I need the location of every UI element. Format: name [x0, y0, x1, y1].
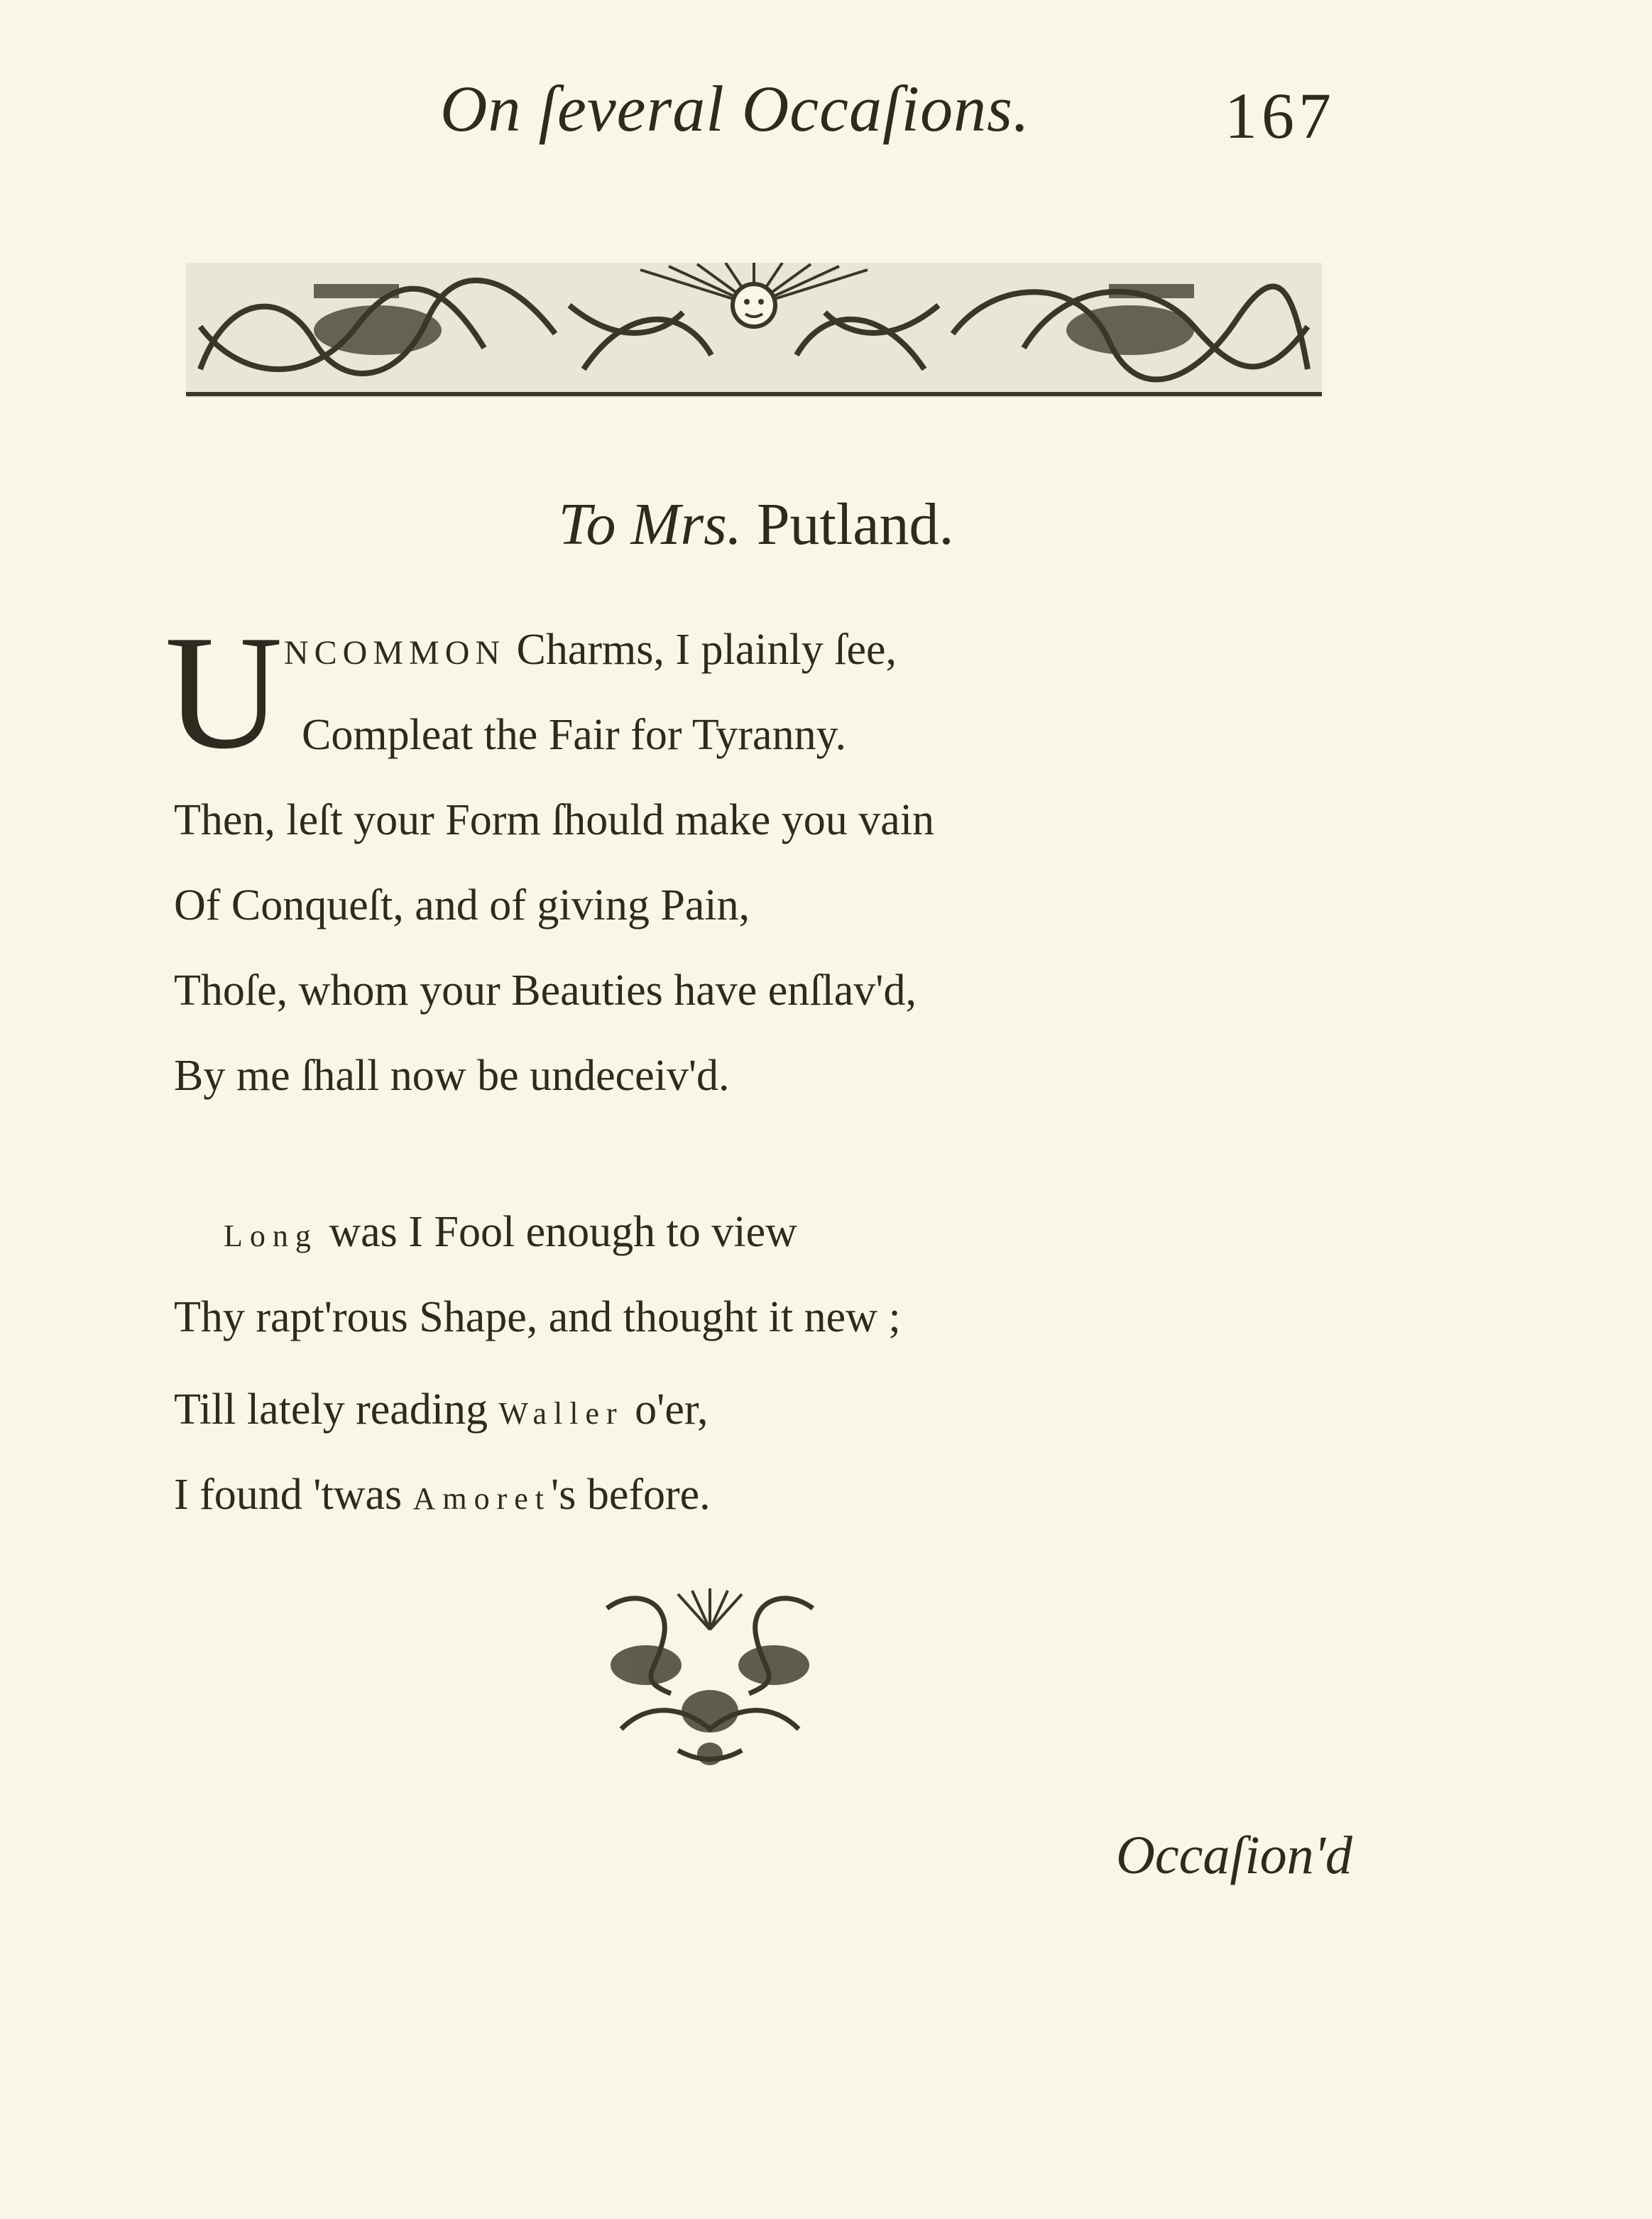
verse-line [284, 625, 897, 675]
small-caps-word: NCOMMON [284, 634, 506, 672]
verse-line: Then, leſt your Form ſhould make you vain [174, 796, 935, 844]
verse-line: By me ſhall now be undeceiv'd. [174, 1052, 730, 1100]
running-head: On ſeveral Occaſions. [440, 72, 1030, 145]
poem-title [0, 490, 1512, 559]
small-caps-word: Waller [498, 1396, 624, 1431]
verse-text: was I Fool enough to view [317, 1208, 797, 1256]
verse-line: Thoſe, whom your Beauties have enſlav'd, [174, 966, 917, 1015]
catchword: Occaſion'd [1116, 1826, 1352, 1885]
title-prefix: To Mrs. [558, 491, 742, 557]
verse-text: o'er, [623, 1385, 709, 1434]
title-name: Putland. [756, 491, 954, 557]
drop-cap: U [165, 601, 283, 783]
verse-line [174, 1470, 711, 1520]
verse-text: Till lately reading [174, 1385, 499, 1434]
headpiece-icon [186, 263, 1322, 398]
verse-line: Of Conqueſt, and of giving Pain, [174, 881, 750, 929]
tailpiece-icon [593, 1587, 827, 1768]
page-number: 167 [1225, 80, 1335, 152]
verse-text: Charms, I plainly ſee, [505, 626, 897, 674]
verse-line: Compleat the Fair for Tyranny. [302, 711, 847, 759]
verse-line [224, 1207, 797, 1258]
verse-line [174, 1385, 709, 1435]
verse-text: 's before. [551, 1471, 711, 1519]
small-caps-word: Long [224, 1218, 318, 1253]
verse-text: I found 'twas [174, 1471, 413, 1519]
small-caps-word: Amoret [412, 1481, 552, 1516]
verse-line: Thy rapt'rous Shape, and thought it new ; [174, 1293, 901, 1341]
